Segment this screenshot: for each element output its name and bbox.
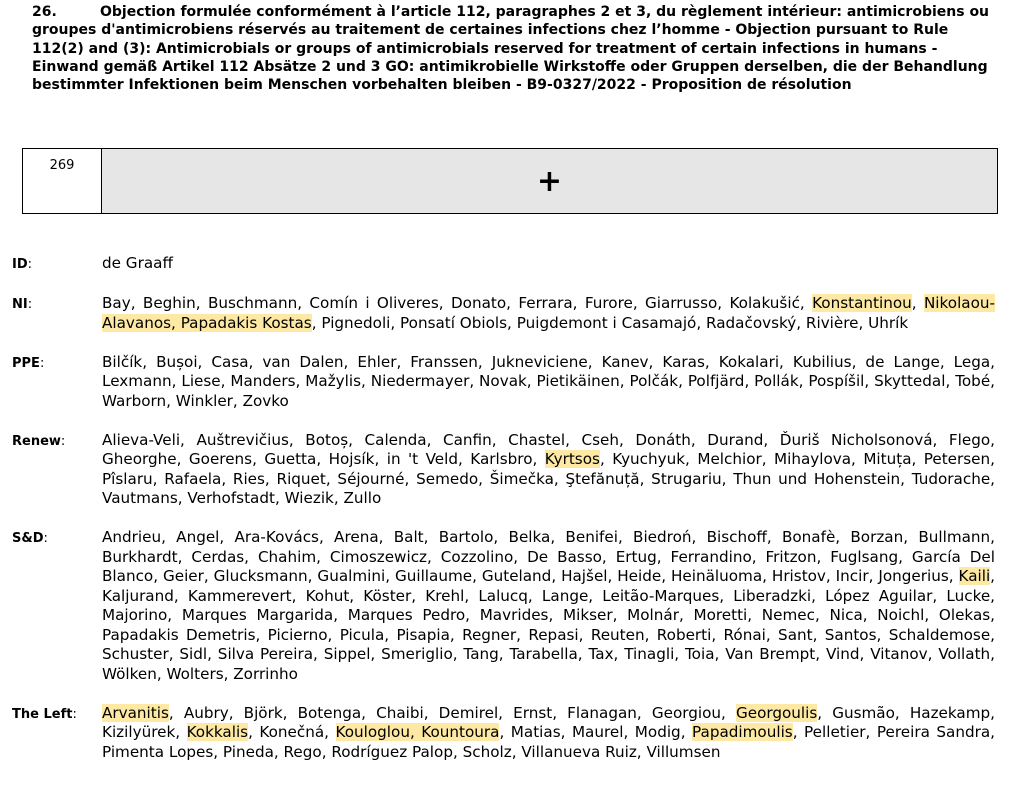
group-row [12,353,995,412]
member-text: , Aubry, Björk, Botenga, Chaibi, Demirel, Ernst, Flanagan, Georgiou, [168,703,736,722]
group-label: PPE: [12,355,45,371]
highlighted-member: Kyrtsos [544,450,600,468]
member-text: , Pelletier, Pereira Sandra, Pimenta Lopes, Pineda, Rego, Rodríguez Palop, Scholz, Villanueva Ruiz, Villumsen [102,723,995,761]
member-text: , [911,294,924,312]
group-label: Renew: [12,433,66,449]
group-label: ID: [12,257,33,272]
highlighted-member: Konstantinou [812,294,912,312]
group-label: S&D: [12,531,48,546]
group-members [102,431,995,509]
group-members [102,254,995,275]
group-row [12,431,995,509]
member-text: de Graaff [102,254,173,272]
political-groups-list [12,254,995,782]
group-row [12,528,995,684]
highlighted-member: Nikolaou-Alavanos, Papadakis Kostas [102,294,995,332]
group-label-text: NI [12,297,28,312]
highlighted-member: Georgoulis [735,703,818,722]
group-row [12,254,995,275]
vote-title: Objection formulée conformément à l’article 112, paragraphes 2 et 3, du règlement intérieur: antimicrobiens ou groupes d'antimicrobiens réservés au traitement de certaines infections chez l’homme - Objection pursuant to Rule 112(2) and (3): Antimicrobials or groups of antimicrobials reserved for treatment of certain infections in humans - Einwand gemäß Artikel 112 Absätze 2 und 3 GO: antimikrobielle Wirkstoffe oder Gruppen derselben, die der Behandlung bestimmter Infektionen beim Menschen vorbehalten bleiben - B9-0327/2022 - Proposition de résolution [32,4,990,94]
group-members [102,528,995,684]
highlighted-member: Kaili [958,567,991,585]
member-text: Andrieu, Angel, Ara-Kovács, Arena, Balt, Bartolo, Belka, Benifei, Biedroń, Bischoff, Bonafè, Borzan, Bullmann, Burkhardt, Cerdas, Chahim, Cimoszewicz, Cozzolino, De Basso, Ertug, Ferrandino, Fritzon, Fuglsang, García Del Blanco, Geier, Glucksmann, Gualmini, Guillaume, Guteland, Hajšel, Heide, Heinäluoma, Hristov, Incir, Jongerius, [102,528,995,585]
member-text: Alieva-Veli, Auštrevičius, Botoș, Calenda, Canfin, Chastel, Cseh, Donáth, Durand, Ďuriš Nicholsonová, Flego, Gheorghe, Goerens, Guetta, Hojsík, in 't Veld, Karlsbro, [102,430,995,468]
group-label-text: The Left [12,706,73,722]
member-text: , Pignedoli, Ponsatí Obiols, Puigdemont i Casamajó, Radačovský, Rivière, Uhrík [311,313,909,332]
group-label-text: PPE [12,355,40,371]
member-text: , Matias, Maurel, Modig, [499,723,693,741]
vote-result-box [22,148,998,214]
vote-number: 26. [32,4,57,20]
member-text: , Gusmão, Hazekamp, Kizilyürek, [102,703,995,741]
member-text: , Kyuchyuk, Melchior, Mihaylova, Mituța, Petersen, Pîslaru, Rafaela, Ries, Riquet, Séjourné, Semedo, Šimečka, Ştefănuță, Strugariu, Thun und Hohenstein, Tudorache, Vautmans, Verhofstadt, Wiezik, Zullo [102,450,995,507]
member-text: , Konečná, [248,723,336,741]
vote-symbol: + [102,149,997,213]
group-members [102,353,995,412]
group-label-text: S&D [12,531,44,546]
vote-count: 269 [23,149,102,213]
member-text: , Kaljurand, Kammerevert, Kohut, Köster, Krehl, Lalucq, Lange, Leitão-Marques, Liberadzki, López Aguilar, Lucke, Majorino, Marques Margarida, Marques Pedro, Mavrides, Mikser, Molnár, Moretti, Nemec, Nica, Noichl, Olekas, Papadakis Demetris, Picierno, Picula, Pisapia, Regner, Repasi, Reuten, Roberti, Rónai, Sant, Santos, Schaldemose, Schuster, Sidl, Silva Pereira, Sippel, Smeriglio, Tang, Tarabella, Tax, Tinagli, Toia, Van Brempt, Vind, Vitanov, Vollath, Wölken, Wolters, Zorrinho [102,567,995,683]
member-text: Bay, Beghin, Buschmann, Comín i Oliveres, Donato, Ferrara, Furore, Giarrusso, Kolakušić, [102,294,813,312]
group-members [102,294,995,333]
group-members [102,704,995,763]
group-row [12,704,995,763]
group-label-text: ID [12,257,28,272]
vote-heading [32,3,992,94]
highlighted-member: Papadimoulis [692,723,793,741]
group-label: NI: [12,297,33,312]
highlighted-member: Arvanitis [102,703,169,722]
highlighted-member: Kokkalis [186,723,249,741]
highlighted-member: Kouloglou, Kountoura [335,723,500,741]
group-row [12,294,995,333]
group-label: The Left: [12,706,77,722]
member-text: Bilčík, Bușoi, Casa, van Dalen, Ehler, Franssen, Jukneviciene, Kanev, Karas, Kokalari, Kubilius, de Lange, Lega, Lexmann, Liese, Manders, Mažylis, Niedermayer, Novak, Pietikäinen, Polčák, Polfjärd, Pollák, Pospíšil, Skyttedal, Tobé, Warborn, Winkler, Zovko [102,352,995,410]
group-label-text: Renew [12,433,61,449]
